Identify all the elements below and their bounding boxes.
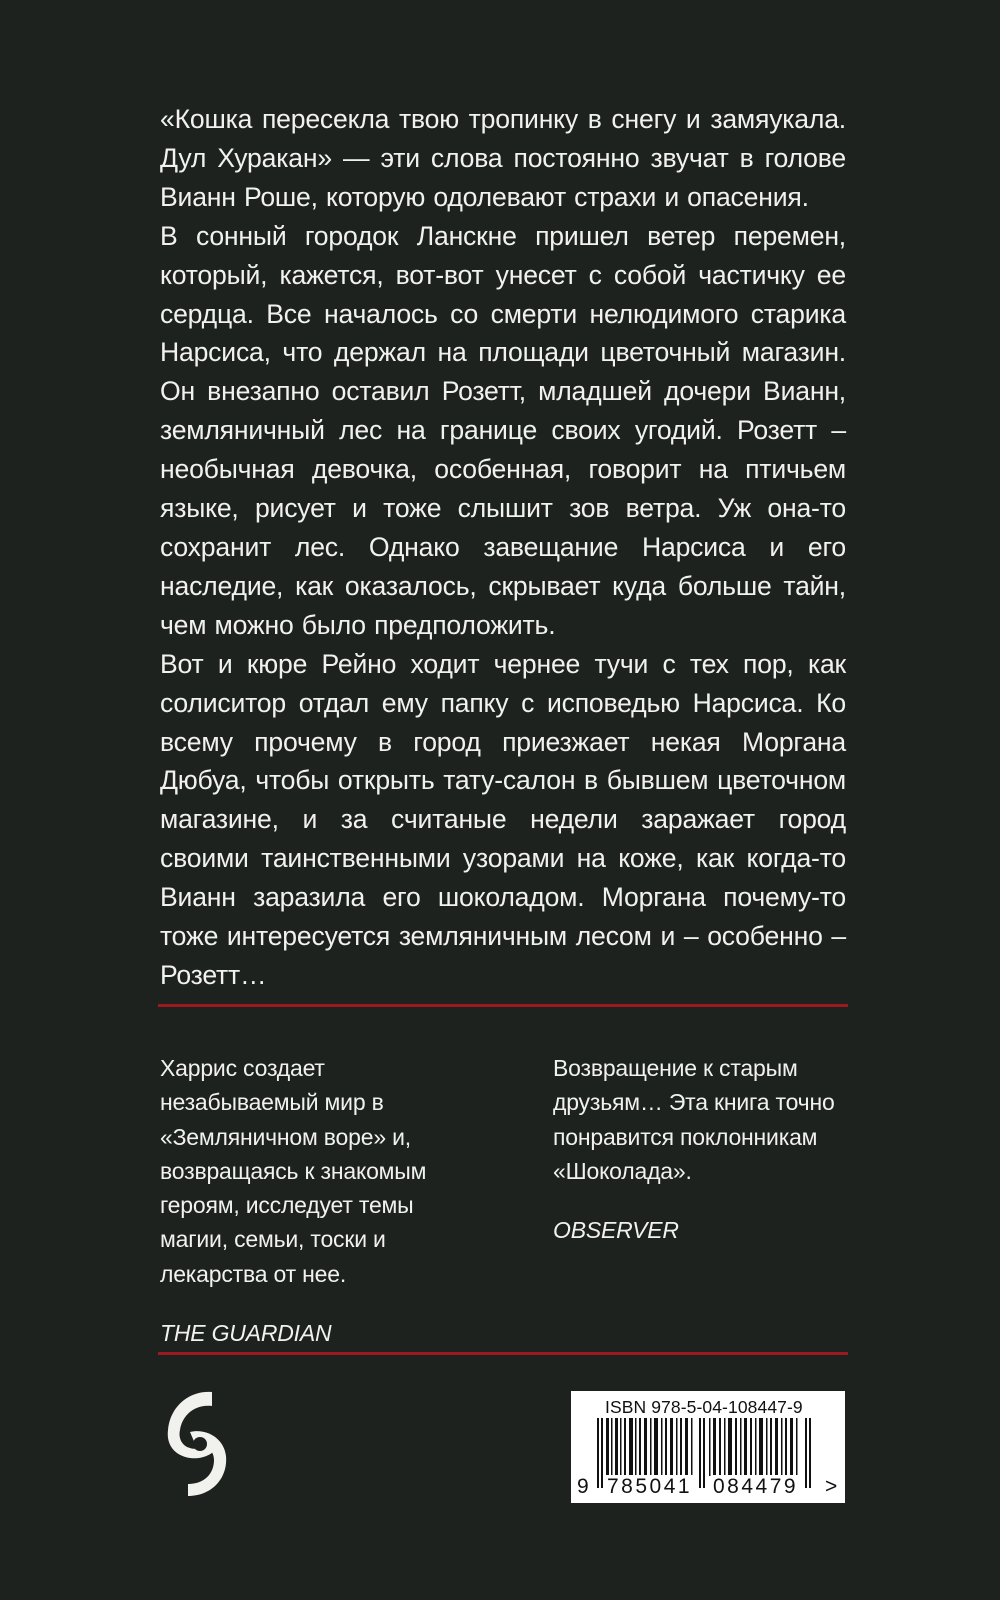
review-quote-observer <box>553 1051 853 1247</box>
blurb-paragraph-2: В сонный городок Ланскне пришел ветер перемен, который, кажется, вот-вот унесет с собой частичку ее сердца. Все началось со смерти нелюдимого старика Нарсиса, что держал на площади цветочный магазин. Он внезапно оставил Розетт, младшей дочери Вианн, земляничный лес на границе своих угодий. Розетт – необычная девочка, особенная, говорит на птичьем языке, рисует и тоже слышит зов ветра. Уж она-то сохранит лес. Однако завещание Нарсиса и его наследие, как оказалось, скрывает куда больше тайн, чем можно было предположить. <box>160 220 846 640</box>
isbn-number: ISBN 978-5-04-108447-9 <box>605 1397 803 1417</box>
review-text: Харрис создает незабываемый мир в «Земляничном воре» и, возвращаясь к знакомым героям, исследует темы магии, семьи, тоски и лекарства от нее. <box>160 1055 427 1287</box>
blurb <box>160 100 846 995</box>
barcode-digit-first: 9 <box>577 1475 589 1498</box>
divider-top <box>158 1004 848 1007</box>
review-quote-guardian <box>160 1051 460 1350</box>
barcode-digits-left: 785041 <box>607 1475 693 1498</box>
publisher-logo-icon <box>160 1388 236 1500</box>
review-source: THE GUARDIAN <box>160 1320 332 1347</box>
barcode-digits-right: 084479 <box>713 1475 799 1498</box>
divider-bottom <box>158 1352 848 1355</box>
review-text: Возвращение к старым друзьям… Эта книга точно понравится поклонникам «Шоколада». <box>553 1055 835 1184</box>
blurb-paragraph-1: «Кошка пересекла твою тропинку в снегу и замяукала. Дул Хуракан» — эти слова постоянно звучат в голове Вианн Роше, которую одолевают страхи и опасения. <box>160 104 846 212</box>
review-source: OBSERVER <box>553 1217 679 1244</box>
barcode-arrow: > <box>825 1475 838 1498</box>
blurb-paragraph-3: Вот и кюре Рейно ходит чернее тучи с тех пор, как солиситор отдал ему папку с исповедью Нарсиса. Ко всему прочему в город приезжает некая Моргана Дюбуа, чтобы открыть тату-салон в бывшем цветочном магазине, и за считаные недели заражает город своими таинственными узорами на коже, как когда-то Вианн заразила его шоколадом. Моргана почему-то тоже интересуется земляничным лесом и – особенно – Розетт… <box>160 648 846 990</box>
isbn-barcode <box>571 1391 845 1503</box>
